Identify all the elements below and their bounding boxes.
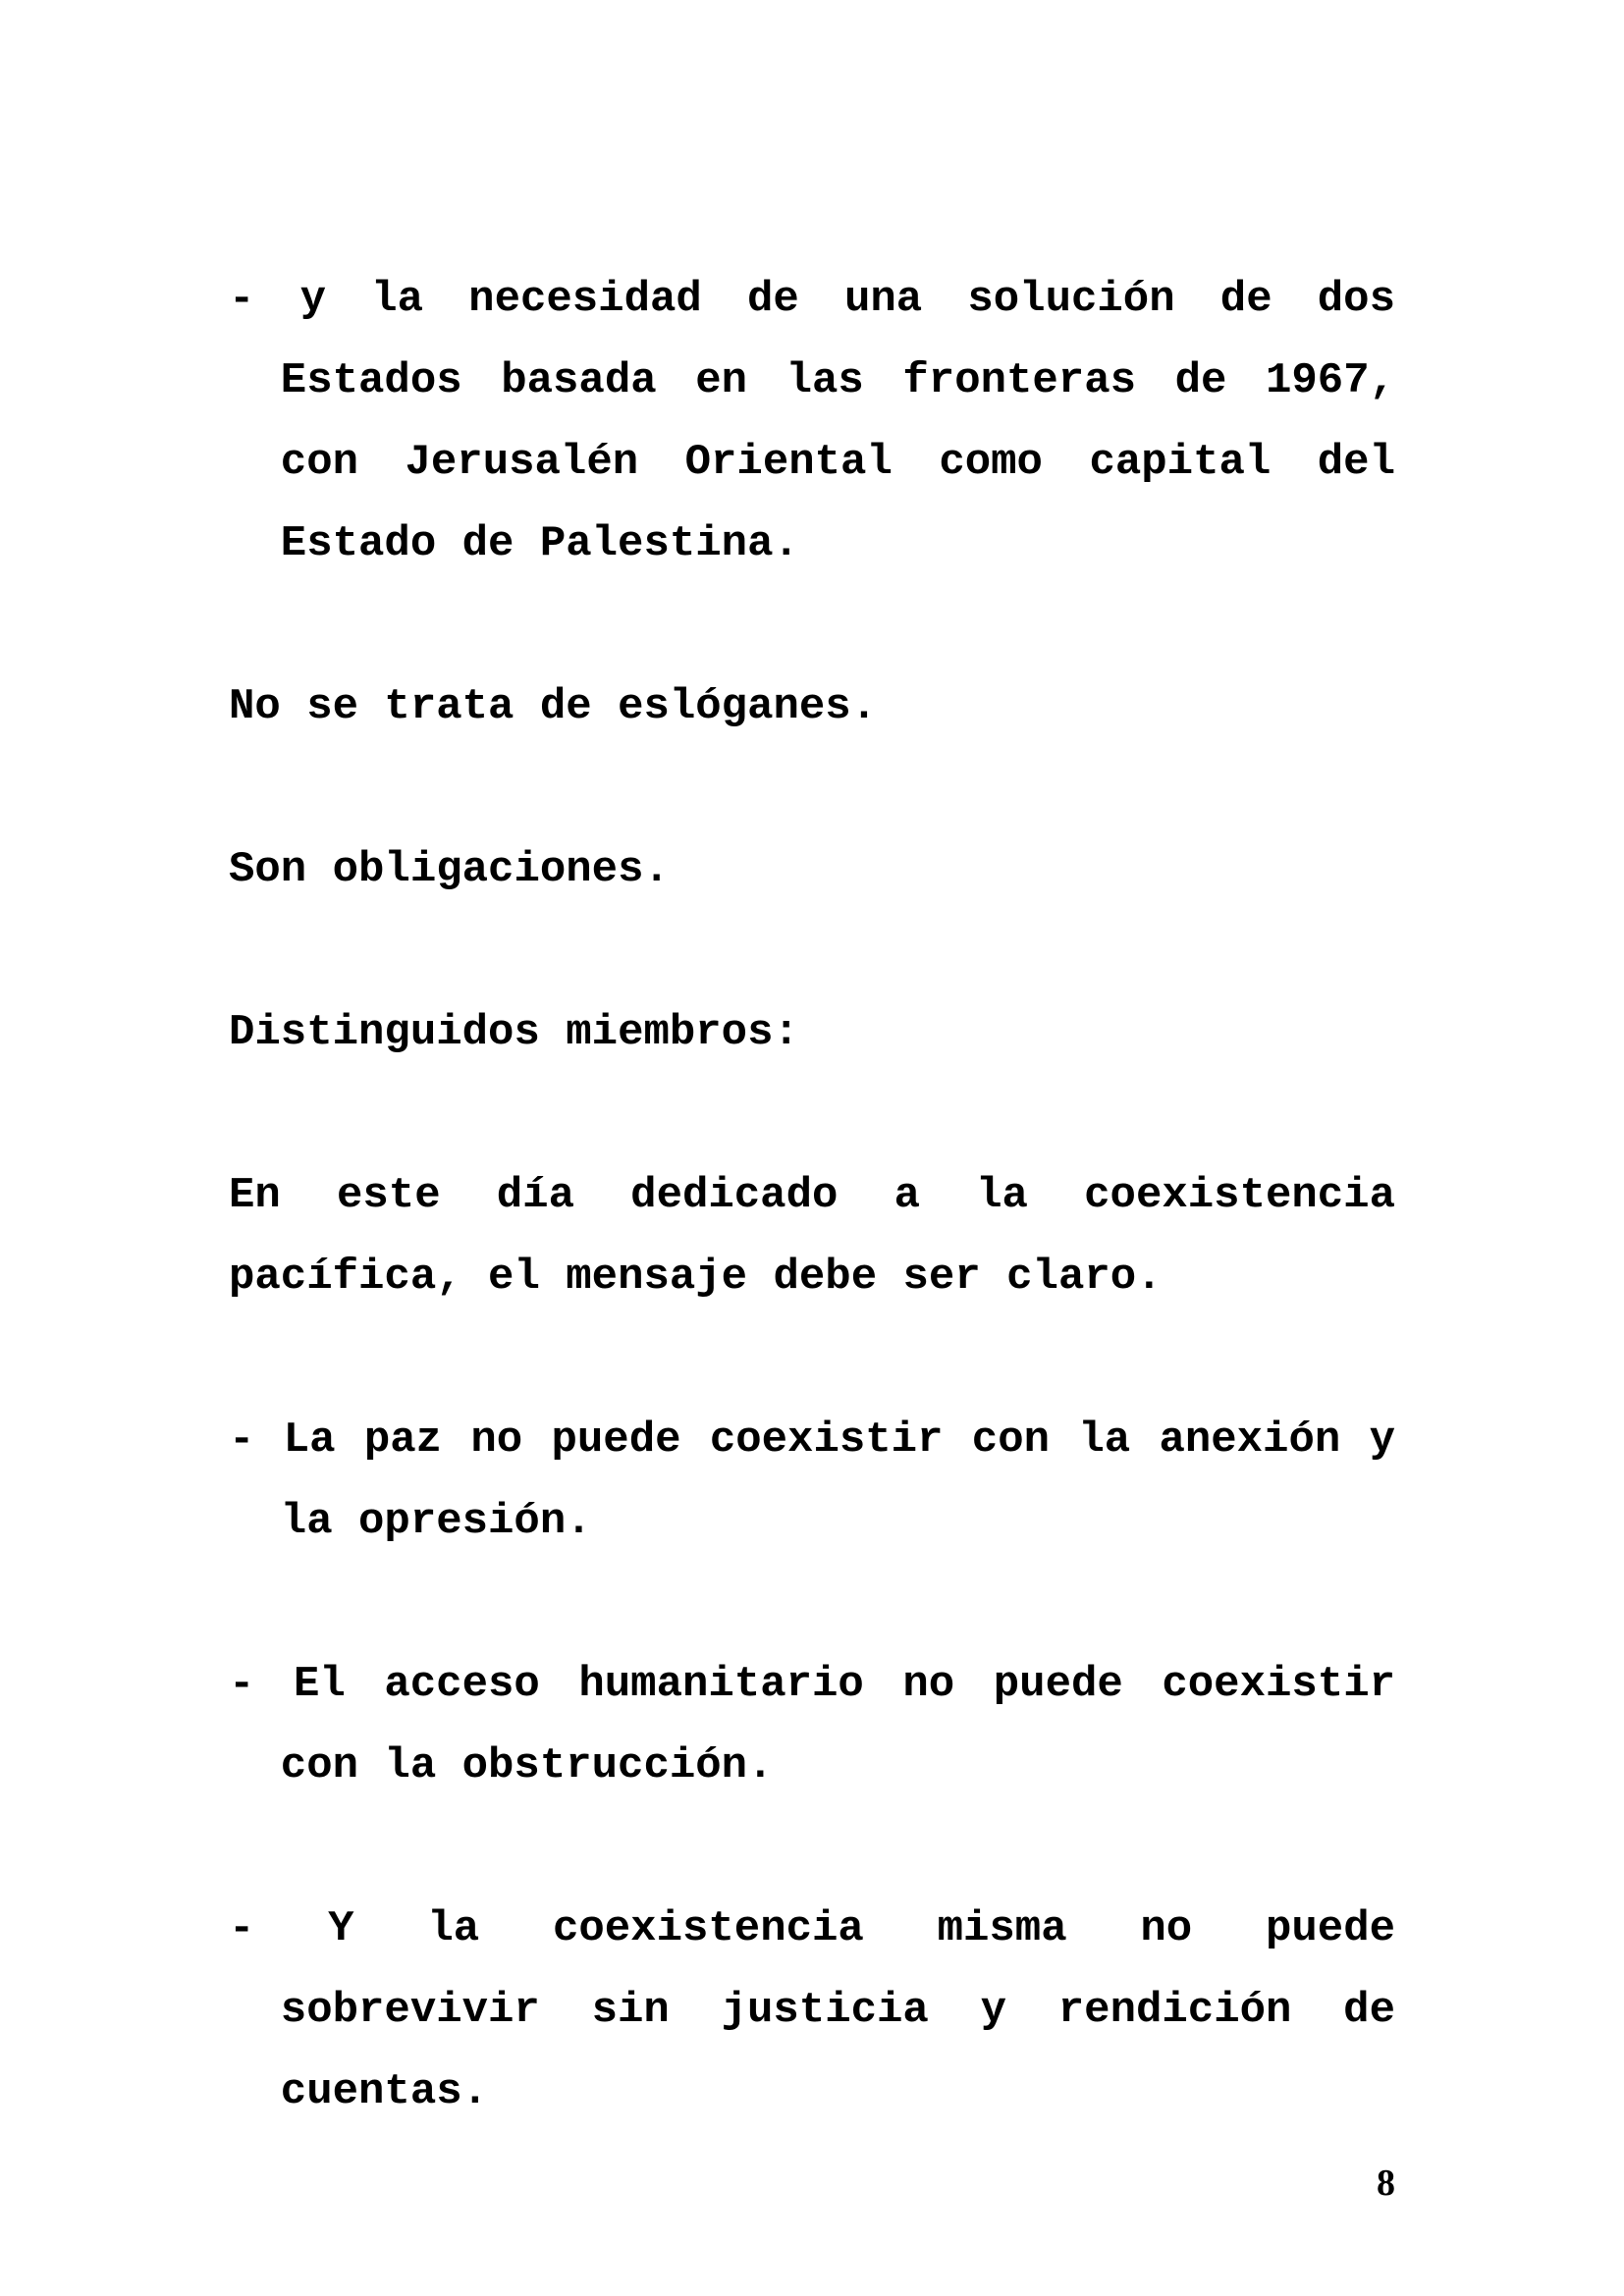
bullet-paragraph-coexistence-justice: - Y la coexistencia misma no puede sobrevivir sin justicia y rendición de cuentas.	[229, 1904, 1395, 2116]
page-number: 8	[1377, 2163, 1395, 2204]
text-block	[229, 259, 1395, 2215]
bullet-paragraph-peace-annexation: - La paz no puede coexistir con la anexión y la opresión.	[229, 1415, 1395, 1546]
bullet-paragraph-two-state-solution: - y la necesidad de una solución de dos Estados basada en las fronteras de 1967, con Jerusalén Oriental como capital del Estado de Palestina.	[229, 275, 1395, 568]
paragraph-no-slogans: No se trata de eslóganes.	[229, 682, 878, 731]
bullet-paragraph-humanitarian-access: - El acceso humanitario no puede coexistir con la obstrucción.	[229, 1660, 1395, 1790]
paragraph-distinguished-members: Distinguidos miembros:	[229, 1008, 799, 1057]
paragraph-peaceful-coexistence: En este día dedicado a la coexistencia pacífica, el mensaje debe ser claro.	[229, 1171, 1395, 1302]
paragraph-obligations: Son obligaciones.	[229, 845, 670, 894]
